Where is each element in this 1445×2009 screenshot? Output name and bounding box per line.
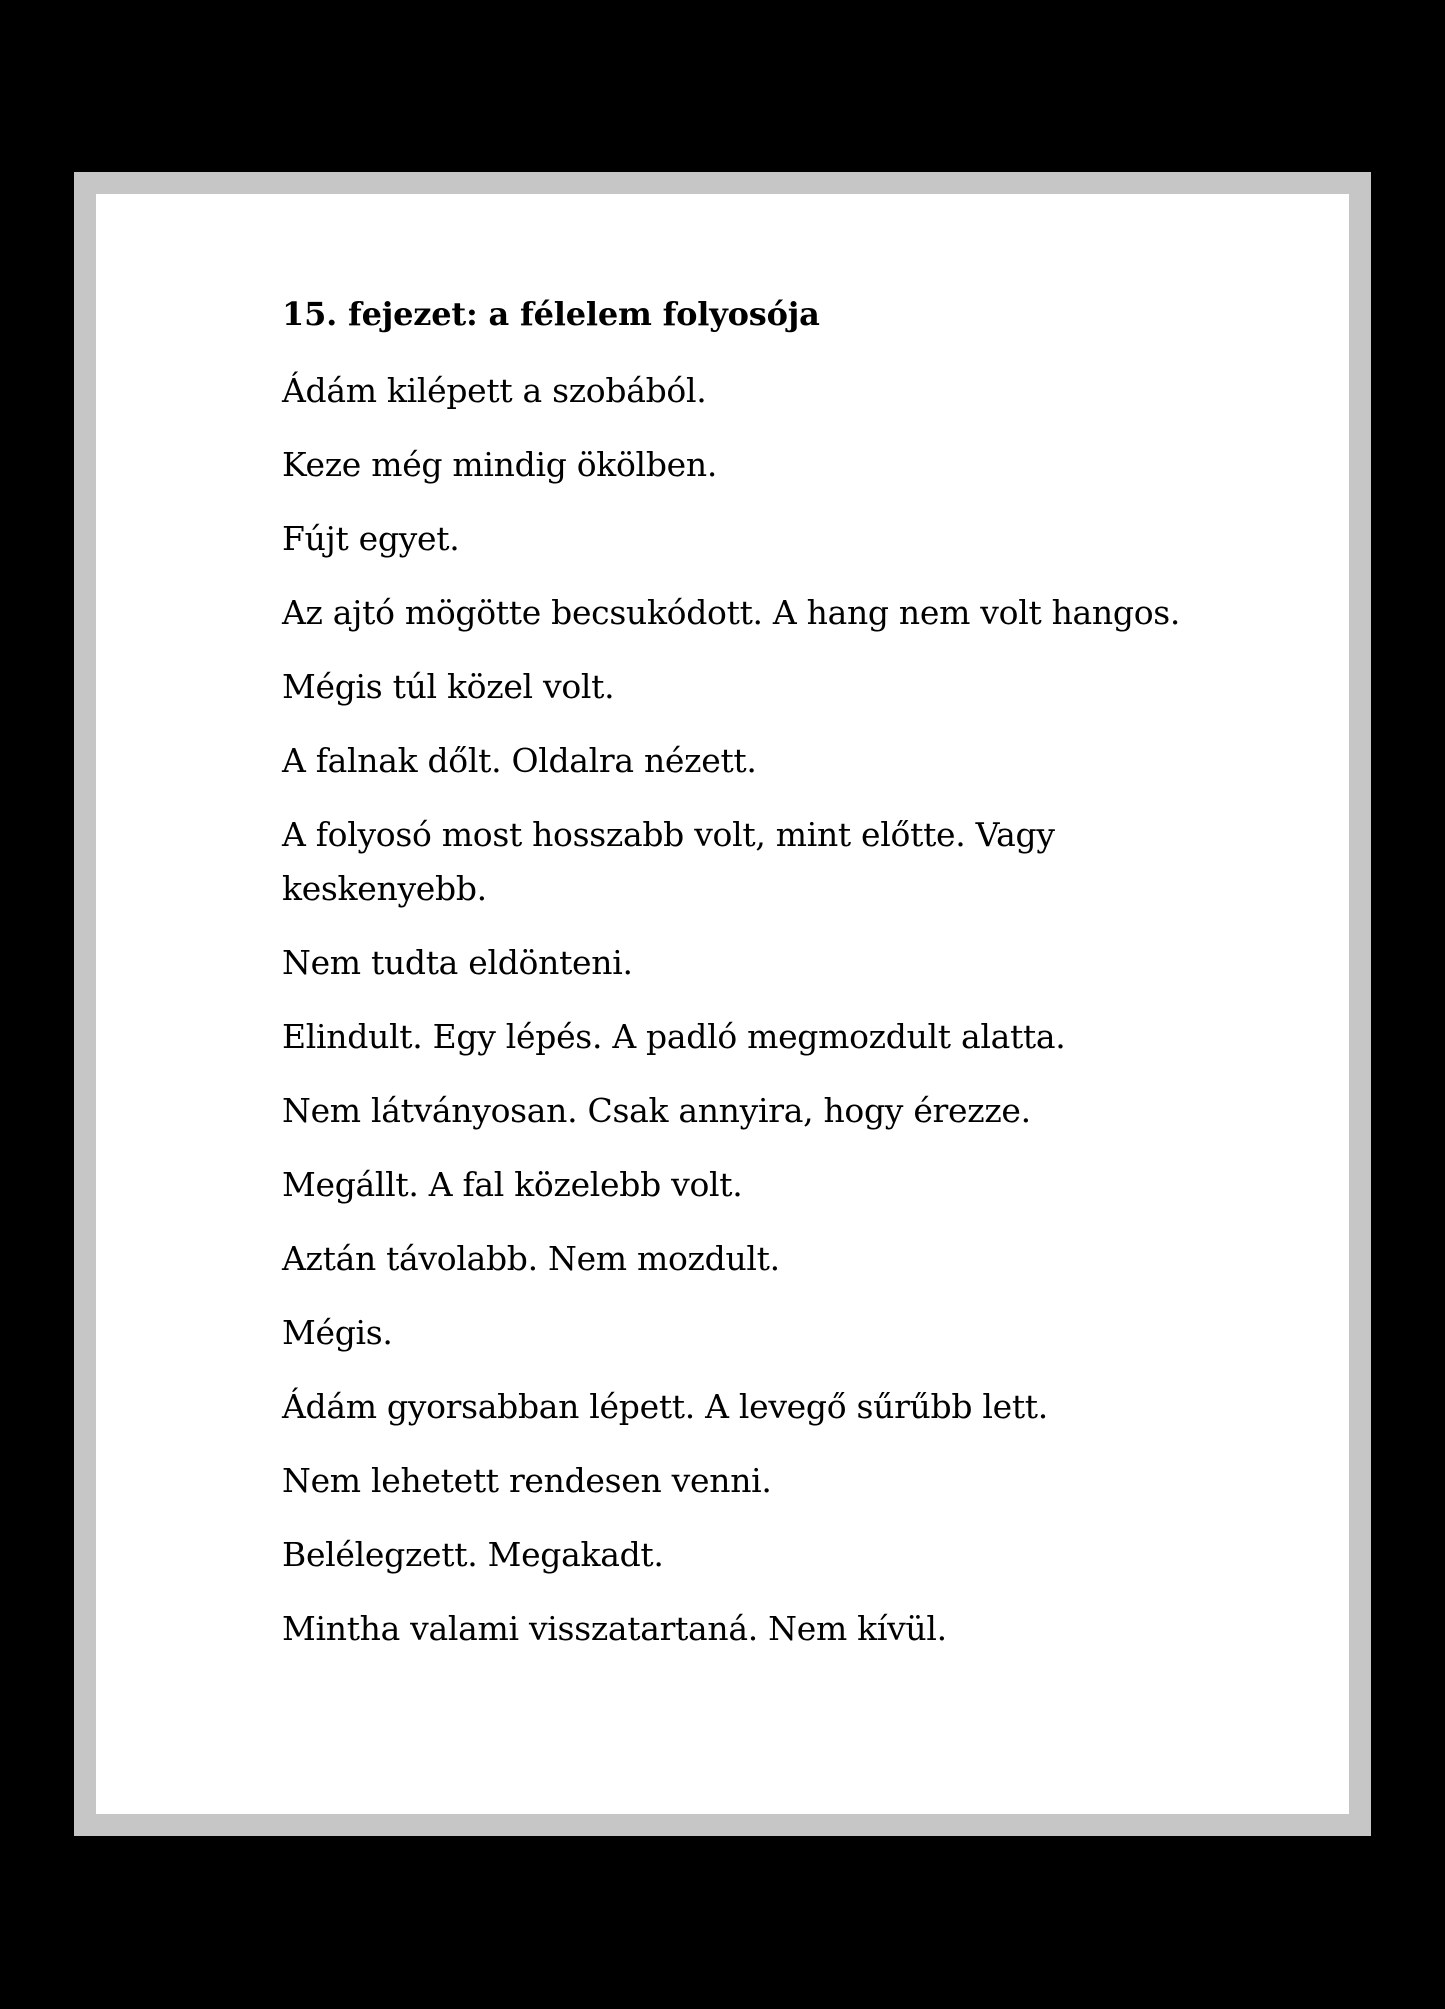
paragraph: Nem látványosan. Csak annyira, hogy érezze. bbox=[282, 1091, 1031, 1130]
document-content bbox=[282, 292, 1222, 1676]
paragraph: Nem lehetett rendesen venni. bbox=[282, 1461, 772, 1500]
paragraph: Ádám kilépett a szobából. bbox=[282, 371, 707, 410]
paragraph: Megállt. A fal közelebb volt. bbox=[282, 1165, 743, 1204]
paragraph: Mégis. bbox=[282, 1313, 393, 1352]
paragraph: Mintha valami visszatartaná. Nem kívül. bbox=[282, 1609, 947, 1648]
chapter-title: 15. fejezet: a félelem folyosója bbox=[282, 295, 820, 333]
paragraph: Ádám gyorsabban lépett. A levegő sűrűbb lett. bbox=[282, 1387, 1048, 1426]
paragraph: Keze még mindig ökölben. bbox=[282, 445, 718, 484]
paragraph: Nem tudta eldönteni. bbox=[282, 943, 633, 982]
paragraph: Aztán távolabb. Nem mozdult. bbox=[282, 1239, 780, 1278]
page-frame bbox=[74, 172, 1371, 1836]
paragraph: A folyosó most hosszabb volt, mint előtte. Vagy keskenyebb. bbox=[282, 815, 1055, 908]
paragraph: A falnak dőlt. Oldalra nézett. bbox=[282, 741, 757, 780]
paragraph: Belélegzett. Megakadt. bbox=[282, 1535, 664, 1574]
paragraph: Fújt egyet. bbox=[282, 519, 460, 558]
paragraph: Az ajtó mögötte becsukódott. A hang nem volt hangos. bbox=[282, 593, 1181, 632]
paragraph: Elindult. Egy lépés. A padló megmozdult alatta. bbox=[282, 1017, 1066, 1056]
document-page bbox=[96, 194, 1349, 1814]
paragraph: Mégis túl közel volt. bbox=[282, 667, 615, 706]
